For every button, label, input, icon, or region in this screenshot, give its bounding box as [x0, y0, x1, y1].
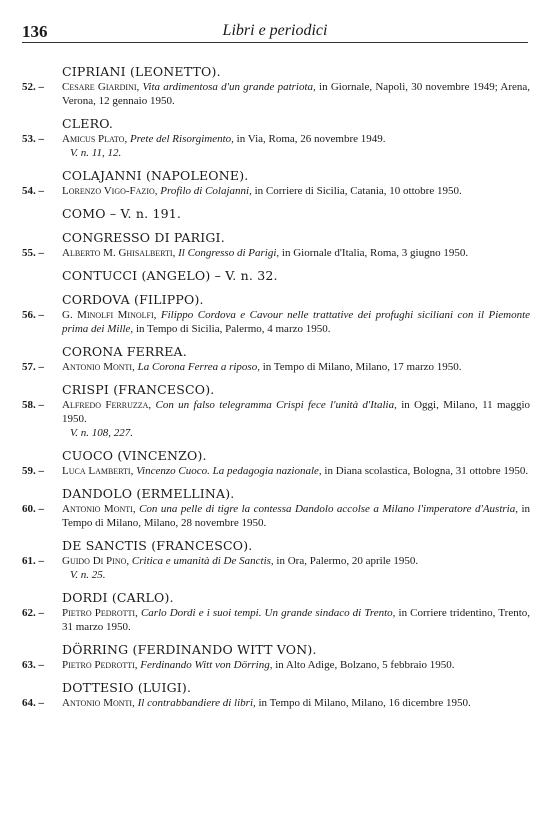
entry-subject: CONGRESSO DI PARIGI. [62, 230, 225, 245]
citation-author: Pietro Pedrotti, [62, 659, 138, 671]
citation-body [62, 606, 530, 634]
entry-number: 59. – [22, 465, 44, 477]
citation-author: Amicus Plato, [62, 133, 128, 145]
entry-citation [22, 502, 530, 530]
entry-subject: CORDOVA (FILIPPO). [62, 292, 204, 307]
bibliography-entry [22, 382, 530, 440]
entry-subject: COLAJANNI (NAPOLEONE). [62, 168, 249, 183]
citation-author: Cesare Giardini, [62, 81, 140, 93]
citation-title: Ferdinando Witt von Dörring, [140, 659, 273, 671]
citation-source: in Giornale, Napoli, 30 novembre 1949; Arena, Verona, 12 gennaio 1950. [62, 81, 531, 107]
bibliography-entry [22, 642, 530, 672]
citation-author: Alfredo Ferruzza, [62, 399, 152, 411]
citation-body [62, 80, 530, 108]
citation-body [62, 246, 530, 260]
bibliography-entry [22, 486, 530, 530]
header-rule [22, 42, 528, 43]
entry-citation [22, 554, 530, 582]
entry-subject: CONTUCCI (ANGELO) – V. n. 32. [62, 268, 278, 283]
citation-body [62, 184, 530, 198]
entry-citation [22, 132, 530, 160]
citation-author: Luca Lamberti, [62, 465, 134, 477]
bibliography-entry [22, 538, 530, 582]
citation-title: La Corona Ferrea a riposo, [137, 361, 260, 373]
entry-subject: COMO – V. n. 191. [62, 206, 182, 221]
citation-title: Vita ardimentosa d'un grande patriota, [142, 81, 316, 93]
citation-author: Lorenzo Vigo-Fazio, [62, 185, 158, 197]
entry-subject: CLERO. [62, 116, 114, 131]
entry-citation [22, 464, 530, 478]
citation-body [62, 360, 530, 374]
bibliography-entry [22, 116, 530, 160]
entry-subject: DANDOLO (ERMELLINA). [62, 486, 235, 501]
citation-title: Vincenzo Cuoco. La pedagogia nazionale, [136, 465, 322, 477]
citation-source: in Tempo di Sicilia, Palermo, 4 marzo 1950. [135, 323, 331, 335]
citation-source: in Corriere di Sicilia, Catania, 10 ottobre 1950. [254, 185, 462, 197]
entry-number: 60. – [22, 503, 44, 515]
cross-reference: V. n. 108, 227. [70, 427, 134, 439]
entry-number: 58. – [22, 399, 44, 411]
bibliography-entry [22, 64, 530, 108]
citation-body [62, 398, 530, 426]
citation-body [62, 308, 530, 336]
entry-subject: DE SANCTIS (FRANCESCO). [62, 538, 253, 553]
entry-number: 64. – [22, 697, 44, 709]
entry-subject: DORDI (CARLO). [62, 590, 174, 605]
citation-body [62, 464, 530, 478]
entry-citation [22, 184, 530, 198]
bibliography-entry [22, 292, 530, 336]
entry-number: 57. – [22, 361, 44, 373]
entry-subject: CRISPI (FRANCESCO). [62, 382, 215, 397]
citation-author: Antonio Monti, [62, 503, 136, 515]
entry-citation [22, 696, 530, 710]
entry-subject: CUOCO (VINCENZO). [62, 448, 207, 463]
bibliography-entry [22, 206, 530, 222]
entry-subject: CIPRIANI (LEONETTO). [62, 64, 221, 79]
citation-title: Carlo Dordi e i suoi tempi. Un grande sindaco di Trento, [140, 607, 396, 619]
cross-reference: V. n. 11, 12. [70, 147, 122, 159]
entry-number: 53. – [22, 133, 44, 145]
entry-citation [22, 658, 530, 672]
entry-number: 52. – [22, 81, 44, 93]
page-number: 136 [22, 22, 48, 41]
citation-source: in Tempo di Milano, Milano, 17 marzo 1950. [262, 361, 462, 373]
citation-source: in Via, Roma, 26 novembre 1949. [236, 133, 386, 145]
entry-citation [22, 246, 530, 260]
citation-body [62, 502, 530, 530]
citation-body [62, 658, 530, 672]
citation-source: in Alto Adige, Bolzano, 5 febbraio 1950. [275, 659, 455, 671]
running-title: Libri e periodici [222, 22, 328, 39]
entry-subject: DÖRRING (FERDINANDO WITT VON). [62, 642, 317, 657]
bibliography-entry [22, 448, 530, 478]
bibliography-entry [22, 590, 530, 634]
citation-body [62, 696, 530, 710]
entry-number: 63. – [22, 659, 44, 671]
citation-source: in Tempo di Milano, Milano, 16 dicembre 1950. [258, 697, 471, 709]
citation-title: Con una pelle di tigre la contessa Dandolo accolse a Milano l'imperatore d'Austria, [139, 503, 518, 515]
citation-title: Con un falso telegramma Crispi fece l'unità d'Italia, [155, 399, 397, 411]
entry-number: 56. – [22, 309, 44, 321]
bibliography-entry [22, 168, 530, 198]
citation-source: in Diana scolastica, Bologna, 31 ottobre 1950. [324, 465, 529, 477]
citation-author: Pietro Pedrotti, [62, 607, 138, 619]
citation-body [62, 554, 530, 568]
page-header [22, 22, 528, 42]
bibliography-entry [22, 680, 530, 710]
entry-subject: DOTTESIO (LUIGI). [62, 680, 192, 695]
citation-title: Il Congresso di Parigi, [178, 247, 280, 259]
citation-source: in Tempo di Milano, Milano, 28 novembre 1950. [62, 503, 531, 529]
entry-citation [22, 606, 530, 634]
citation-author: G. Minolfi Minolfi, [62, 309, 157, 321]
entry-citation [22, 80, 530, 108]
entry-number: 55. – [22, 247, 44, 259]
entry-citation [22, 308, 530, 336]
citation-source: in Ora, Palermo, 20 aprile 1950. [276, 555, 419, 567]
citation-title: Il contrabbandiere di libri, [137, 697, 256, 709]
citation-title: Critica e umanità di De Sanctis, [131, 555, 274, 567]
citation-author: Antonio Monti, [62, 361, 135, 373]
bibliography-list [22, 64, 530, 718]
citation-source: in Oggi, Milano, 11 maggio 1950. [62, 399, 530, 425]
citation-author: Antonio Monti, [62, 697, 135, 709]
entry-number: 54. – [22, 185, 44, 197]
bibliography-entry [22, 230, 530, 260]
citation-title: Filippo Cordova e Cavour nelle trattative dei profughi siciliani con il Piemonte prima dei Mille, [62, 309, 531, 335]
citation-title: Prete del Risorgimento, [129, 133, 234, 145]
cross-reference: V. n. 25. [70, 569, 106, 581]
citation-author: Guido Di Pino, [62, 555, 130, 567]
entry-subject: CORONA FERREA. [62, 344, 187, 359]
entry-number: 61. – [22, 555, 44, 567]
citation-author: Alberto M. Ghisalberti, [62, 247, 176, 259]
entry-number: 62. – [22, 607, 44, 619]
citation-source: in Giornale d'Italia, Roma, 3 giugno 1950. [281, 247, 469, 259]
entry-citation [22, 398, 530, 440]
bibliography-entry [22, 344, 530, 374]
entry-citation [22, 360, 530, 374]
citation-source: in Corriere tridentino, Trento, 31 marzo 1950. [62, 607, 531, 633]
citation-body [62, 132, 530, 146]
citation-title: Profilo di Colajanni, [160, 185, 252, 197]
bibliography-entry [22, 268, 530, 284]
